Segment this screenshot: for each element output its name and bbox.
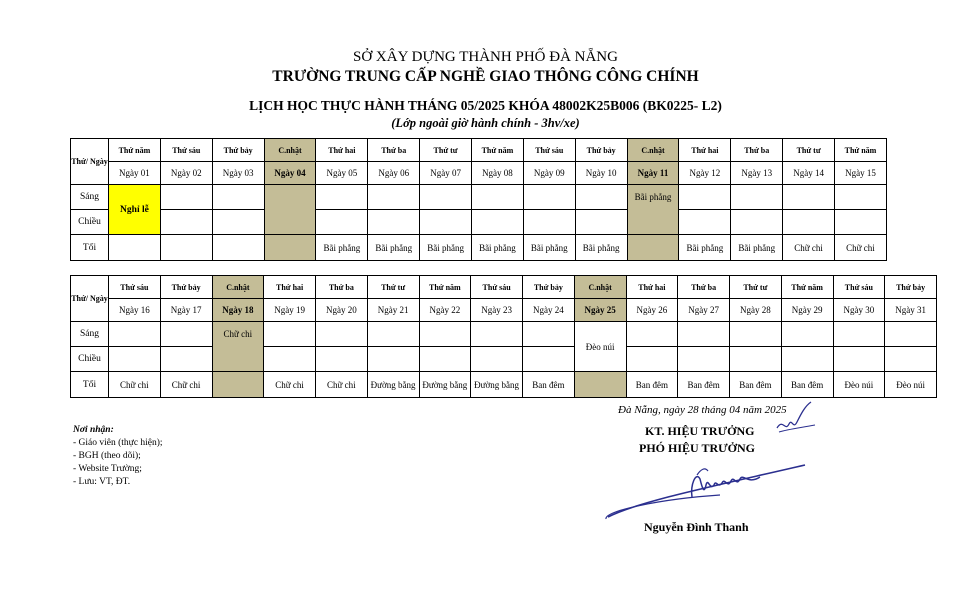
session-cell bbox=[367, 347, 419, 372]
session-cell bbox=[471, 322, 523, 347]
session-cell: Chữ chi bbox=[835, 235, 887, 261]
session-cell bbox=[212, 185, 264, 210]
date-cell: Ngày 16 bbox=[109, 299, 161, 322]
signer-role-primary: KT. HIỆU TRƯỞNG bbox=[645, 424, 755, 438]
session-cell: Ban đêm bbox=[781, 372, 833, 398]
date-cell: Ngày 04 bbox=[264, 162, 316, 185]
session-cell: Đèo núi bbox=[833, 372, 885, 398]
session-cell bbox=[472, 185, 524, 210]
schedule-table-first-half bbox=[70, 138, 887, 261]
date-cell: Ngày 03 bbox=[212, 162, 264, 185]
weekday-cell: Thứ năm bbox=[472, 139, 524, 162]
session-cell bbox=[679, 210, 731, 235]
date-row bbox=[71, 299, 937, 322]
recipient-item: - Website Trường; bbox=[73, 464, 142, 474]
session-cell bbox=[160, 347, 212, 372]
session-cell bbox=[368, 210, 420, 235]
afternoon-row bbox=[71, 210, 887, 235]
session-cell bbox=[885, 347, 937, 372]
date-cell: Ngày 29 bbox=[781, 299, 833, 322]
schedule-table-second-half bbox=[70, 275, 937, 398]
session-cell bbox=[783, 210, 835, 235]
weekday-cell: Thứ hai bbox=[679, 139, 731, 162]
session-cell bbox=[160, 185, 212, 210]
weekday-cell: Thứ bảy bbox=[885, 276, 937, 299]
weekday-cell: Thứ tư bbox=[783, 139, 835, 162]
date-cell: Ngày 28 bbox=[730, 299, 782, 322]
date-cell: Ngày 10 bbox=[575, 162, 627, 185]
session-cell bbox=[368, 185, 420, 210]
session-cell bbox=[109, 235, 161, 261]
session-cell: Bãi phẳng bbox=[472, 235, 524, 261]
session-cell bbox=[575, 210, 627, 235]
weekday-cell: Thứ sáu bbox=[109, 276, 161, 299]
weekday-cell: C.nhật bbox=[264, 139, 316, 162]
date-cell: Ngày 25 bbox=[574, 299, 626, 322]
morning-label: Sáng bbox=[71, 322, 109, 347]
weekday-cell: C.nhật bbox=[627, 139, 679, 162]
recipient-item: - Lưu: VT, ĐT. bbox=[73, 477, 131, 487]
date-row bbox=[71, 162, 887, 185]
session-cell bbox=[420, 185, 472, 210]
session-cell bbox=[885, 322, 937, 347]
session-cell bbox=[627, 210, 679, 235]
session-cell bbox=[264, 185, 316, 210]
date-cell: Ngày 22 bbox=[419, 299, 471, 322]
recipients-block bbox=[73, 424, 163, 489]
recipient-item: - Giáo viên (thực hiện); bbox=[73, 438, 163, 448]
schedule-subtitle: (Lớp ngoài giờ hành chính - 3hv/xe) bbox=[391, 116, 580, 130]
session-cell: Ban đêm bbox=[730, 372, 782, 398]
session-cell: Ban đêm bbox=[523, 372, 575, 398]
weekday-cell: Thứ hai bbox=[316, 139, 368, 162]
session-cell: Bãi phẳng bbox=[679, 235, 731, 261]
session-cell bbox=[781, 322, 833, 347]
session-cell: Bãi phẳng bbox=[523, 235, 575, 261]
weekday-cell: Thứ ba bbox=[368, 139, 420, 162]
session-cell bbox=[730, 322, 782, 347]
weekday-cell: Thứ tư bbox=[367, 276, 419, 299]
session-cell bbox=[419, 322, 471, 347]
session-cell: Đường bằng bbox=[419, 372, 471, 398]
session-cell bbox=[835, 185, 887, 210]
holiday-cell: Nghỉ lễ bbox=[109, 185, 161, 235]
session-cell bbox=[264, 322, 316, 347]
date-cell: Ngày 21 bbox=[367, 299, 419, 322]
session-cell bbox=[523, 185, 575, 210]
date-cell: Ngày 07 bbox=[420, 162, 472, 185]
weekday-cell: Thứ hai bbox=[264, 276, 316, 299]
session-cell: Chữ chi bbox=[160, 372, 212, 398]
session-cell: Ban đêm bbox=[678, 372, 730, 398]
session-cell bbox=[316, 210, 368, 235]
weekday-cell: Thứ bảy bbox=[212, 139, 264, 162]
date-cell: Ngày 31 bbox=[885, 299, 937, 322]
session-cell bbox=[783, 185, 835, 210]
session-cell bbox=[731, 210, 783, 235]
afternoon-label: Chiều bbox=[71, 347, 109, 372]
session-cell: Bãi phẳng bbox=[420, 235, 472, 261]
weekday-date-label: Thứ/ Ngày bbox=[71, 139, 109, 185]
session-cell: Chữ chi bbox=[264, 372, 316, 398]
weekday-row bbox=[71, 139, 887, 162]
date-cell: Ngày 24 bbox=[523, 299, 575, 322]
session-cell bbox=[835, 210, 887, 235]
signer-name: Nguyễn Đình Thanh bbox=[644, 520, 749, 534]
weekday-cell: Thứ năm bbox=[109, 139, 161, 162]
school-name: TRƯỜNG TRUNG CẤP NGHỀ GIAO THÔNG CÔNG CHÍNH bbox=[272, 68, 699, 85]
session-cell: Đèo núi bbox=[574, 322, 626, 372]
date-cell: Ngày 08 bbox=[472, 162, 524, 185]
session-cell bbox=[367, 322, 419, 347]
session-cell bbox=[730, 347, 782, 372]
session-cell: Chữ chi bbox=[783, 235, 835, 261]
date-cell: Ngày 26 bbox=[626, 299, 678, 322]
session-cell bbox=[160, 235, 212, 261]
session-cell bbox=[833, 322, 885, 347]
date-cell: Ngày 05 bbox=[316, 162, 368, 185]
session-cell bbox=[678, 322, 730, 347]
date-cell: Ngày 01 bbox=[109, 162, 161, 185]
weekday-cell: Thứ tư bbox=[420, 139, 472, 162]
weekday-cell: Thứ sáu bbox=[160, 139, 212, 162]
date-cell: Ngày 02 bbox=[160, 162, 212, 185]
afternoon-label: Chiều bbox=[71, 210, 109, 235]
session-cell: Đèo núi bbox=[885, 372, 937, 398]
date-cell: Ngày 15 bbox=[835, 162, 887, 185]
afternoon-row bbox=[71, 347, 937, 372]
evening-row bbox=[71, 372, 937, 398]
session-cell bbox=[212, 347, 264, 372]
initial-signature-mark bbox=[775, 398, 820, 438]
weekday-cell: Thứ ba bbox=[316, 276, 368, 299]
date-cell: Ngày 14 bbox=[783, 162, 835, 185]
session-cell bbox=[212, 235, 264, 261]
place-date: Đà Nẵng, ngày 28 tháng 04 năm 2025 bbox=[618, 404, 787, 416]
recipients-title: Nơi nhận: bbox=[73, 425, 114, 435]
weekday-cell: Thứ ba bbox=[678, 276, 730, 299]
signer-role-secondary: PHÓ HIỆU TRƯỞNG bbox=[639, 441, 756, 455]
session-cell bbox=[212, 210, 264, 235]
session-cell: Bãi phẳng bbox=[368, 235, 420, 261]
date-cell: Ngày 13 bbox=[731, 162, 783, 185]
session-cell bbox=[626, 347, 678, 372]
evening-label: Tối bbox=[71, 235, 109, 261]
session-cell bbox=[420, 210, 472, 235]
session-cell: Đường bằng bbox=[471, 372, 523, 398]
weekday-cell: Thứ hai bbox=[626, 276, 678, 299]
session-cell bbox=[523, 210, 575, 235]
session-cell bbox=[316, 185, 368, 210]
weekday-cell: Thứ bảy bbox=[575, 139, 627, 162]
session-cell bbox=[264, 347, 316, 372]
weekday-cell: Thứ bảy bbox=[523, 276, 575, 299]
weekday-cell: Thứ sáu bbox=[471, 276, 523, 299]
date-cell: Ngày 11 bbox=[627, 162, 679, 185]
date-cell: Ngày 20 bbox=[316, 299, 368, 322]
date-cell: Ngày 12 bbox=[679, 162, 731, 185]
session-cell bbox=[678, 347, 730, 372]
weekday-date-label: Thứ/ Ngày bbox=[71, 276, 109, 322]
evening-row bbox=[71, 235, 887, 261]
session-cell bbox=[212, 372, 264, 398]
session-cell bbox=[471, 347, 523, 372]
date-cell: Ngày 06 bbox=[368, 162, 420, 185]
date-cell: Ngày 23 bbox=[471, 299, 523, 322]
date-cell: Ngày 17 bbox=[160, 299, 212, 322]
weekday-cell: Thứ năm bbox=[781, 276, 833, 299]
session-cell bbox=[264, 210, 316, 235]
session-cell: Ban đêm bbox=[626, 372, 678, 398]
session-cell bbox=[316, 347, 368, 372]
weekday-cell: Thứ sáu bbox=[833, 276, 885, 299]
weekday-row bbox=[71, 276, 937, 299]
session-cell bbox=[626, 322, 678, 347]
date-cell: Ngày 27 bbox=[678, 299, 730, 322]
morning-label: Sáng bbox=[71, 185, 109, 210]
session-cell bbox=[574, 372, 626, 398]
date-cell: Ngày 09 bbox=[523, 162, 575, 185]
morning-row bbox=[71, 185, 887, 210]
handwritten-signature bbox=[600, 455, 815, 530]
schedule-title: LỊCH HỌC THỰC HÀNH THÁNG 05/2025 KHÓA 48002K25B006 (BK0225- L2) bbox=[249, 98, 722, 113]
evening-label: Tối bbox=[71, 372, 109, 398]
session-cell bbox=[833, 347, 885, 372]
date-cell: Ngày 18 bbox=[212, 299, 264, 322]
session-cell bbox=[160, 322, 212, 347]
session-cell bbox=[419, 347, 471, 372]
session-cell: Chữ chi bbox=[316, 372, 368, 398]
session-cell bbox=[731, 185, 783, 210]
weekday-cell: Thứ năm bbox=[419, 276, 471, 299]
date-cell: Ngày 19 bbox=[264, 299, 316, 322]
weekday-cell: Thứ tư bbox=[730, 276, 782, 299]
department-name: SỞ XÂY DỰNG THÀNH PHỐ ĐÀ NẴNG bbox=[353, 49, 618, 65]
session-cell bbox=[627, 235, 679, 261]
weekday-cell: Thứ bảy bbox=[160, 276, 212, 299]
session-cell bbox=[109, 347, 161, 372]
recipient-item: - BGH (theo dõi); bbox=[73, 451, 141, 461]
weekday-cell: C.nhật bbox=[212, 276, 264, 299]
session-cell: Đường bằng bbox=[367, 372, 419, 398]
weekday-cell: C.nhật bbox=[574, 276, 626, 299]
session-cell: Chữ chi bbox=[109, 372, 161, 398]
session-cell bbox=[472, 210, 524, 235]
session-cell bbox=[523, 322, 575, 347]
weekday-cell: Thứ ba bbox=[731, 139, 783, 162]
session-cell: Bãi phẳng bbox=[731, 235, 783, 261]
session-cell bbox=[264, 235, 316, 261]
session-cell bbox=[781, 347, 833, 372]
session-cell bbox=[523, 347, 575, 372]
session-cell bbox=[575, 185, 627, 210]
weekday-cell: Thứ sáu bbox=[523, 139, 575, 162]
session-cell bbox=[679, 185, 731, 210]
morning-row bbox=[71, 322, 937, 347]
session-cell bbox=[109, 322, 161, 347]
weekday-cell: Thứ năm bbox=[835, 139, 887, 162]
session-cell: Bãi phẳng bbox=[316, 235, 368, 261]
session-cell bbox=[316, 322, 368, 347]
session-cell bbox=[160, 210, 212, 235]
session-cell: Chữ chi bbox=[212, 322, 264, 347]
session-cell: Bãi phẳng bbox=[575, 235, 627, 261]
session-cell: Bãi phẳng bbox=[627, 185, 679, 210]
date-cell: Ngày 30 bbox=[833, 299, 885, 322]
